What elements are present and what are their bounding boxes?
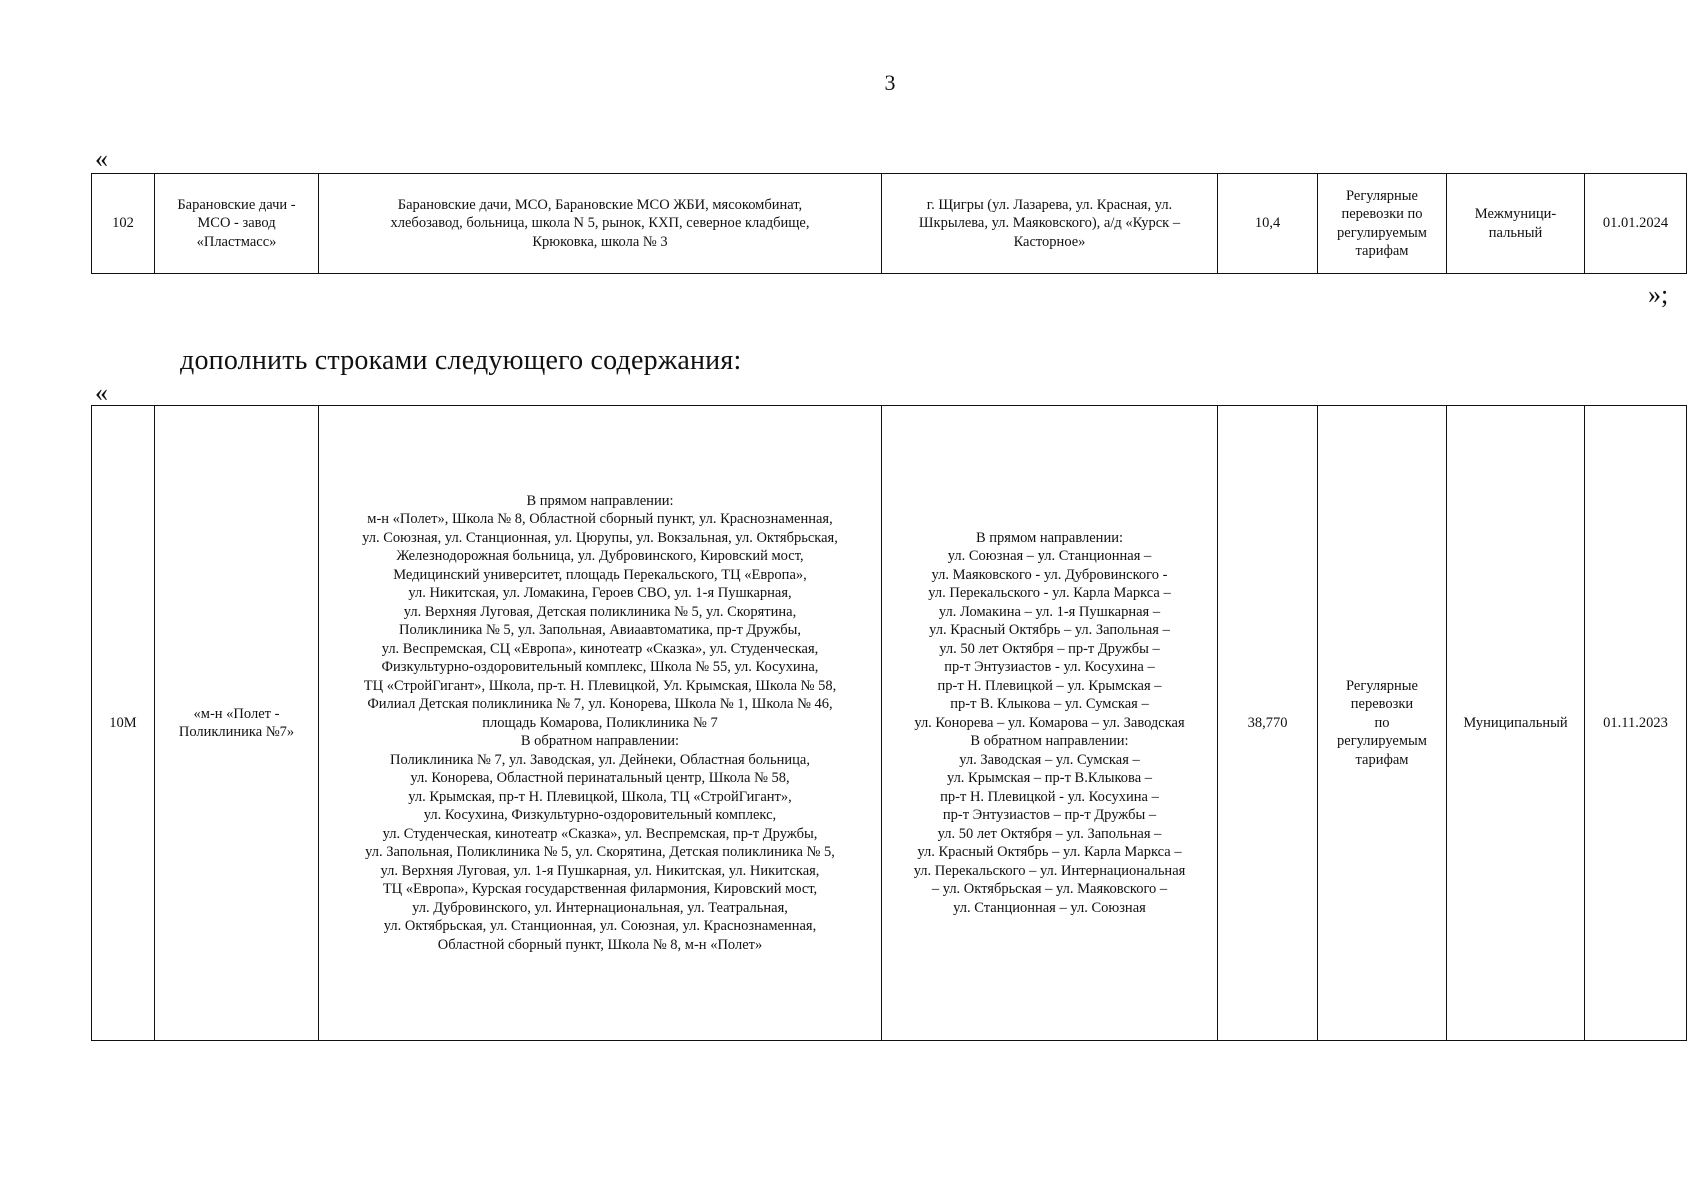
streets-line: ул. Союзная – ул. Станционная –	[947, 548, 1152, 565]
route-name-line: МСО - завод	[197, 215, 276, 232]
transport-type-line: Регулярные	[1346, 187, 1418, 204]
transport-type-line: тарифам	[1355, 243, 1409, 259]
transport-type-line: по	[1374, 714, 1390, 731]
stops-line: м-н «Полет», Школа № 8, Областной сборный пункт, ул. Краснознаменная,	[367, 511, 833, 528]
route-length-cell: 38,770	[1218, 406, 1318, 1041]
streets-cell	[882, 406, 1218, 1041]
route-kind-line: пальный	[1488, 224, 1543, 241]
route-name-line: «Пластмасс»	[196, 233, 277, 250]
transport-type-line: перевозки	[1350, 696, 1414, 713]
route-number-cell: 10М	[92, 406, 155, 1041]
streets-line: пр-т В. Клыкова – ул. Сумская –	[950, 696, 1149, 713]
streets-line: ул. Конорева – ул. Комарова – ул. Заводская	[914, 714, 1185, 731]
route-length-cell: 10,4	[1218, 174, 1318, 274]
streets-line: ул. Перекальского – ул. Интернациональная	[913, 862, 1186, 879]
streets-line: В обратном направлении:	[970, 733, 1129, 750]
stops-line: ул. Союзная, ул. Станционная, ул. Цюрупы, ул. Вокзальная, ул. Октябрьская,	[362, 529, 838, 546]
streets-cell	[882, 174, 1218, 274]
streets-line: Касторное»	[1013, 233, 1086, 250]
stops-line: Барановские дачи, МСО, Барановские МСО ЖБИ, мясокомбинат,	[397, 196, 803, 213]
streets-line: пр-т Н. Плевицкой – ул. Крымская –	[937, 677, 1162, 694]
streets-line: ул. Красный Октябрь – ул. Карла Маркса –	[917, 844, 1182, 861]
closing-quote: »;	[1648, 280, 1669, 309]
stops-line: ул. Верхняя Луговая, ул. 1-я Пушкарная, ул. Никитская, ул. Никитская,	[380, 862, 820, 879]
route-name-line: Барановские дачи -	[177, 196, 296, 213]
streets-line: г. Щигры (ул. Лазарева, ул. Красная, ул.	[926, 196, 1173, 213]
start-date-cell: 01.11.2023	[1585, 406, 1687, 1041]
streets-line: пр-т Энтузиастов - ул. Косухина –	[944, 659, 1155, 676]
opening-quote: «	[95, 144, 108, 173]
route-name-line: «м-н «Полет -	[193, 705, 280, 722]
stops-line: ул. Верхняя Луговая, Детская поликлиника № 5, ул. Скорятина,	[403, 603, 797, 620]
streets-line: – ул. Октябрьская – ул. Маяковского –	[931, 881, 1168, 898]
stops-line: ТЦ «Европа», Курская государственная филармония, Кировский мост,	[382, 881, 818, 898]
route-name-cell	[155, 406, 319, 1041]
stops-line: Филиал Детская поликлиника № 7, ул. Конорева, Школа № 1, Школа № 46,	[367, 696, 833, 713]
stops-line: ул. Никитская, ул. Ломакина, Героев СВО, ул. 1-я Пушкарная,	[408, 585, 792, 602]
transport-type-cell	[1318, 174, 1447, 274]
stops-line: Областной сборный пункт, Школа № 8, м-н «Полет»	[437, 936, 763, 953]
stops-line: Поликлиника № 5, ул. Запольная, Авиаавтоматика, пр-т Дружбы,	[399, 622, 801, 639]
stops-line: ул. Веспремская, СЦ «Европа», кинотеатр «Сказка», ул. Студенческая,	[381, 640, 819, 657]
stops-line: ул. Запольная, Поликлиника № 5, ул. Скорятина, Детская поликлиника № 5,	[365, 844, 835, 861]
streets-line: пр-т Н. Плевицкой - ул. Косухина –	[940, 788, 1159, 805]
stops-line: Медицинский университет, площадь Перекальского, ТЦ «Европа»,	[393, 566, 807, 583]
streets-line: Шкрылева, ул. Маяковского), а/д «Курск –	[918, 215, 1181, 232]
streets-line: ул. 50 лет Октября – пр-т Дружбы –	[939, 640, 1160, 657]
stops-line: ул. Косухина, Физкультурно-оздоровительный комплекс,	[423, 807, 777, 824]
route-table-existing	[91, 173, 1687, 274]
streets-line: ул. Маяковского - ул. Дубровинского -	[931, 566, 1168, 583]
transport-type-line: Регулярные	[1346, 677, 1418, 694]
transport-type-line: регулируемым	[1337, 224, 1427, 241]
streets-line: ул. 50 лет Октября – ул. Запольная –	[937, 825, 1162, 842]
table-row	[92, 174, 1687, 274]
route-kind-cell	[1447, 174, 1585, 274]
transport-type-line: регулируемым	[1337, 733, 1427, 750]
page-number: 3	[884, 70, 896, 95]
streets-line: ул. Ломакина – ул. 1-я Пушкарная –	[938, 603, 1161, 620]
transport-type-line: перевозки по	[1341, 206, 1423, 222]
route-kind-line: Межмуници-	[1474, 206, 1557, 222]
stops-line: ул. Конорева, Областной перинатальный центр, Школа № 58,	[410, 770, 790, 787]
intro-text: дополнить строками следующего содержания:	[180, 345, 742, 376]
streets-line: ул. Красный Октябрь – ул. Запольная –	[929, 622, 1170, 639]
stops-line: Физкультурно-оздоровительный комплекс, Школа № 55, ул. Косухина,	[381, 659, 819, 676]
stops-line: В прямом направлении:	[526, 492, 674, 509]
stops-line: площадь Комарова, Поликлиника № 7	[482, 714, 718, 731]
stops-line: ул. Дубровинского, ул. Интернациональная, ул. Театральная,	[412, 899, 788, 916]
stops-line: Крюковка, школа № 3	[532, 233, 668, 250]
streets-line: ул. Заводская – ул. Сумская –	[959, 751, 1140, 768]
route-table-added	[91, 405, 1687, 1041]
stops-line: ул. Крымская, пр-т Н. Плевицкой, Школа, ТЦ «СтройГигант»,	[408, 788, 792, 805]
transport-type-cell	[1318, 406, 1447, 1041]
table-row	[92, 406, 1687, 1041]
streets-line: ул. Крымская – пр-т В.Клыкова –	[946, 770, 1153, 787]
start-date-cell: 01.01.2024	[1585, 174, 1687, 274]
route-kind-cell: Муниципальный	[1447, 406, 1585, 1041]
stops-cell	[319, 174, 882, 274]
streets-line: ул. Станционная – ул. Союзная	[953, 899, 1146, 916]
transport-type-line: тарифам	[1355, 751, 1409, 768]
streets-line: пр-т Энтузиастов – пр-т Дружбы –	[942, 807, 1157, 824]
stops-cell	[319, 406, 882, 1041]
streets-line: ул. Перекальского - ул. Карла Маркса –	[928, 585, 1171, 602]
stops-line: ул. Студенческая, кинотеатр «Сказка», ул. Веспремская, пр-т Дружбы,	[382, 825, 818, 842]
route-name-cell	[155, 174, 319, 274]
route-name-line: Поликлиника №7»	[178, 724, 295, 740]
stops-line: ТЦ «СтройГигант», Школа, пр-т. Н. Плевицкой, Ул. Крымская, Школа № 58,	[363, 677, 837, 694]
stops-line: ул. Октябрьская, ул. Станционная, ул. Союзная, ул. Краснознаменная,	[383, 918, 817, 935]
streets-line: В прямом направлении:	[975, 529, 1123, 546]
route-number-cell: 102	[92, 174, 155, 274]
stops-line: В обратном направлении:	[520, 733, 680, 750]
opening-quote-second: «	[95, 378, 108, 407]
stops-line: хлебозавод, больница, школа N 5, рынок, КХП, северное кладбище,	[390, 215, 810, 232]
stops-line: Поликлиника № 7, ул. Заводская, ул. Дейнеки, Областная больница,	[390, 751, 810, 768]
stops-line: Железнодорожная больница, ул. Дубровинского, Кировский мост,	[396, 548, 804, 565]
